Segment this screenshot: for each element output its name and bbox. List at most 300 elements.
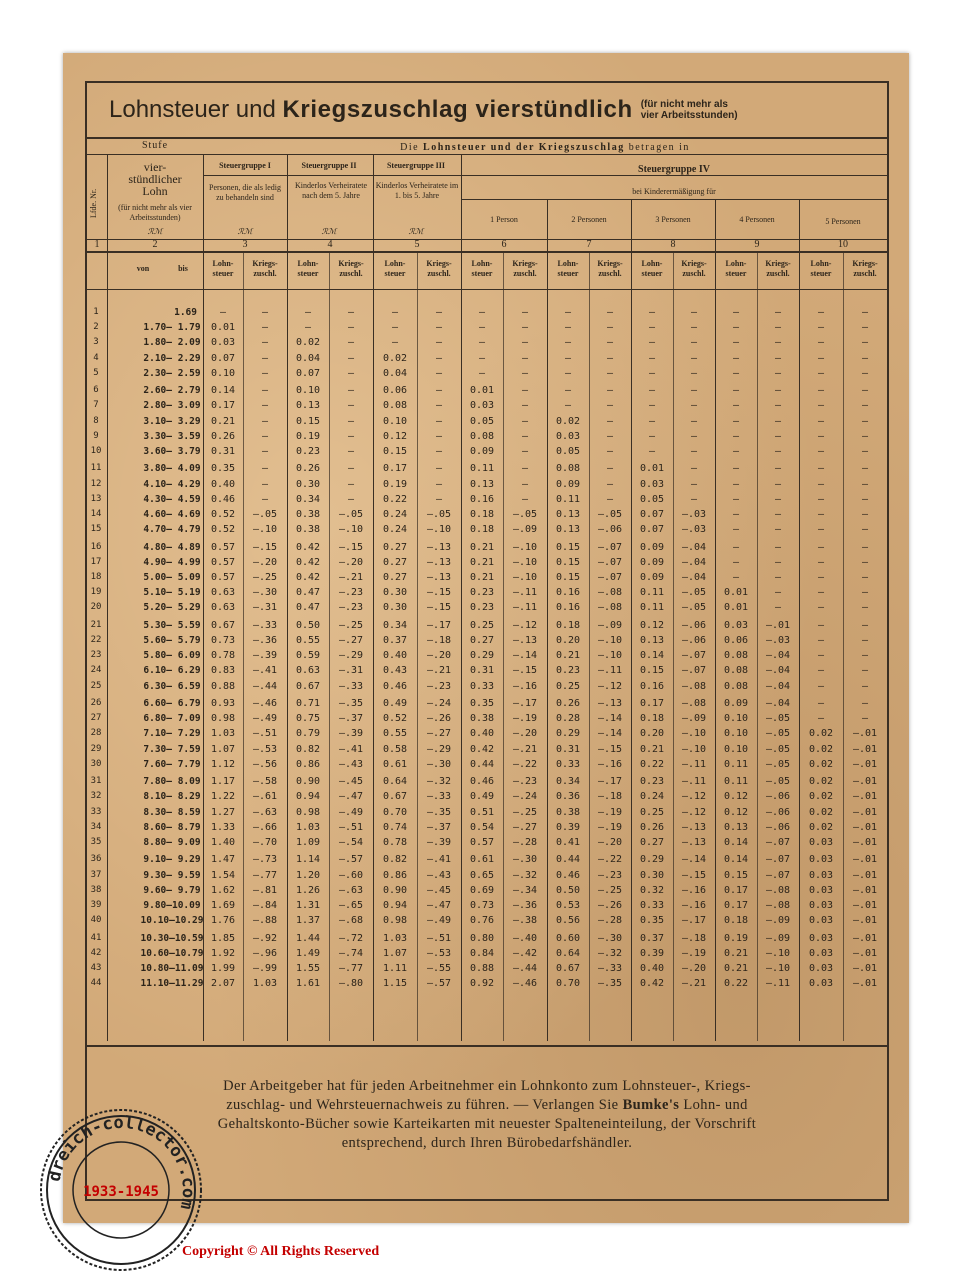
lohnsteuer-value: 0.24 [382,524,408,536]
kriegszuschlag-value: —.01 [852,900,878,911]
lohnsteuer-value: 0.44 [469,758,495,770]
kriegszuschlag-value: — [521,446,529,457]
lohnsteuer-value: 0.08 [723,680,749,692]
lohnsteuer-value: 0.42 [639,978,665,990]
kriegszuschlag-value: — [774,322,782,334]
lohnsteuer-value: 0.40 [469,728,495,740]
lohnsteuer-value: 0.35 [210,463,236,475]
kriegszuschlag-value: — [690,367,698,379]
row-number: 26 [90,698,102,708]
lohnsteuer-value: — [648,307,656,318]
group3-label: Steuergruppe III [386,161,445,170]
lohnsteuer-value: 1.09 [295,837,321,848]
kriegszuschlag-value: — [861,680,869,692]
kriegszuschlag-value: —.32 [597,947,623,959]
lohnsteuer-value: 0.22 [382,493,408,505]
lohnsteuer-value: 0.09 [555,478,581,490]
kriegszuschlag-value: —.01 [852,947,878,959]
kriegszuschlag-value: —.58 [252,776,278,788]
person4-label: 4 Personen [739,215,775,224]
kriegszuschlag-value: —.20 [512,728,538,740]
kriegszuschlag-value: —.15 [597,743,623,755]
kriegszuschlag-value: —.09 [765,932,791,944]
lohnsteuer-value: 0.07 [210,352,236,364]
lohnsteuer-value: 1.44 [295,932,321,944]
row-number: 8 [93,415,99,426]
kriegszuschlag-value: —.13 [426,541,452,553]
row-number: 13 [90,493,102,504]
kriegszuschlag-value: —.46 [512,978,538,990]
kriegszuschlag-value: —.23 [426,680,452,692]
lohnsteuer-value: — [817,400,825,412]
lohnsteuer-value: 0.78 [382,837,408,848]
row-number: 22 [90,635,102,645]
kriegszuschlag-value: — [861,556,869,568]
lohnsteuer-value: 0.70 [555,978,581,990]
lohnsteuer-value: 0.38 [555,806,581,818]
lohnsteuer-value: 1.49 [295,947,321,959]
kriegszuschlag-value: —.37 [338,713,364,725]
wage-range: 6.80— 7.09 [143,713,201,725]
wage-range: 4.10— 4.29 [143,478,201,490]
lohnsteuer-value: 1.76 [210,915,236,927]
lohnsteuer-value: — [732,572,740,583]
kriegszuschlag-value: —.11 [597,665,623,677]
kriegszuschlag-value: —.13 [681,821,707,833]
lohnsteuer-value: 1.03 [382,932,408,944]
lohnsteuer-value: 1.92 [210,947,236,959]
lohn-line2: stündlicher [128,172,182,186]
lohnsteuer-value: 0.07 [639,509,665,520]
kriegszuschlag-value: —.35 [426,806,452,818]
kriegszuschlag-value: —.65 [338,900,364,911]
kriegszuschlag-value: —.57 [426,978,452,990]
kriegszuschlag-value: —.53 [252,743,278,755]
kriegszuschlag-value: —.72 [338,932,364,944]
lohnsteuer-value: 0.23 [639,776,665,788]
group1-desc: Personen, die als ledig zu behandeln sind [209,183,281,202]
kriegszuschlag-value: —.39 [426,837,452,848]
lohnsteuer-value: 1.99 [210,963,236,974]
lohnsteuer-value: — [648,430,656,442]
lohnsteuer-value: 0.18 [555,619,581,631]
lohnsteuer-value: 0.15 [639,665,665,677]
kriegszuschlag-value: —.01 [852,932,878,944]
lohnsteuer-value: 0.10 [382,415,408,427]
kriegszuschlag-value: — [261,493,269,505]
kriegszuschlag-value: — [774,478,782,490]
lohnsteuer-value: 1.62 [210,884,236,896]
lohnsteuer-value: 0.80 [469,932,495,944]
table-row [87,431,887,445]
wage-range: 9.30— 9.59 [143,869,201,881]
wage-range: 3.30— 3.59 [143,430,201,442]
kriegszuschlag-value: —.07 [765,854,791,866]
kriegszuschlag-value: —.14 [512,650,538,662]
header-lohnsteuer: Lohn- steuer [297,259,319,278]
kriegszuschlag-value: —.20 [338,556,364,568]
table-row [87,791,887,805]
wage-range: 7.10— 7.29 [143,728,201,740]
lohnsteuer-value: — [391,337,399,349]
lohnsteuer-value: 1.12 [210,758,236,770]
kriegszuschlag-value: —.25 [512,806,538,818]
wage-range: 2.30— 2.59 [143,367,201,379]
kriegszuschlag-value: —.03 [681,524,707,536]
kriegszuschlag-value: —.10 [512,556,538,568]
kriegszuschlag-value: — [435,415,443,427]
kriegszuschlag-value: —.14 [681,854,707,866]
kriegszuschlag-value: — [690,307,698,318]
row-number: 15 [90,524,102,535]
row-number: 30 [90,758,102,769]
header-lfd-nr: Lfde. Nr. [89,188,98,218]
kriegszuschlag-value: —.18 [426,635,452,646]
lohnsteuer-value: — [732,400,740,412]
kriegszuschlag-value: — [435,463,443,475]
kriegszuschlag-value: —.51 [426,932,452,944]
kriegszuschlag-value: — [774,385,782,397]
row-number: 2 [93,322,99,333]
lohnsteuer-value: — [564,322,572,334]
lohnsteuer-value: 1.07 [210,743,236,755]
lohnsteuer-value: 0.44 [555,854,581,866]
lohnsteuer-value: 0.46 [382,680,408,692]
lohnsteuer-value: 0.60 [555,932,581,944]
lohnsteuer-value: 0.23 [295,446,321,457]
lohnsteuer-value: 0.14 [723,854,749,866]
kriegszuschlag-value: —.23 [338,602,364,614]
lohnsteuer-value: 1.54 [210,869,236,881]
lohnsteuer-value: 0.38 [469,713,495,725]
stamp-text: dreich-collector.com [44,1112,199,1212]
title-note [641,99,738,121]
kriegszuschlag-value: — [774,572,782,583]
wage-range: 8.30— 8.59 [143,806,201,818]
kriegszuschlag-value: —.11 [765,978,791,990]
kriegszuschlag-value: —.53 [426,947,452,959]
kriegszuschlag-value: — [521,337,529,349]
lohnsteuer-value: 0.03 [469,400,495,412]
wage-range: 5.60— 5.79 [143,635,201,646]
header-lohnsteuer: Lohn- steuer [384,259,406,278]
lohnsteuer-value: 0.03 [808,900,834,911]
kriegszuschlag-value: —.36 [252,635,278,646]
kriegszuschlag-value: — [521,307,529,318]
table-row [87,681,887,695]
kriegszuschlag-value: —.21 [426,665,452,677]
lohnsteuer-value: 0.33 [469,680,495,692]
lohnsteuer-value: — [304,307,312,318]
kriegszuschlag-value: —.13 [512,635,538,646]
kriegszuschlag-value: —.27 [426,728,452,740]
kriegszuschlag-value: —.08 [765,884,791,896]
wage-range: 8.80— 9.09 [143,837,201,848]
wage-range: 11.10—11.29 [140,978,204,990]
kriegszuschlag-value: — [606,337,614,349]
lohnsteuer-value: — [817,385,825,397]
lohnsteuer-value: — [732,478,740,490]
table-row [87,978,887,992]
lohnsteuer-value: 0.03 [808,869,834,881]
lohnsteuer-value: 0.09 [639,556,665,568]
title-regular: Lohnsteuer und [109,96,276,123]
kriegszuschlag-value: —.19 [681,947,707,959]
kriegszuschlag-value: — [521,367,529,379]
group4-label: Steuergruppe IV [638,164,710,175]
lohnsteuer-value: — [564,352,572,364]
tax-table-sheet [63,53,909,1223]
wage-range: 2.80— 3.09 [143,400,201,412]
kriegszuschlag-value: —.04 [765,650,791,662]
kriegszuschlag-value: — [774,400,782,412]
kriegszuschlag-value: —.17 [512,698,538,709]
row-number: 20 [90,602,102,613]
kriegszuschlag-value: —.32 [426,776,452,788]
row-number: 16 [90,541,102,552]
lohnsteuer-value: 0.29 [639,854,665,866]
kriegszuschlag-value: —.01 [852,884,878,896]
kriegszuschlag-value: —.63 [338,884,364,896]
kriegszuschlag-value: —.17 [426,619,452,631]
lohnsteuer-value: — [478,352,486,364]
wage-range: 5.80— 6.09 [143,650,201,662]
lohnsteuer-value: — [817,478,825,490]
kriegszuschlag-value: —.13 [426,572,452,583]
kriegszuschlag-value: —.81 [252,884,278,896]
kriegszuschlag-value: —.07 [765,869,791,881]
lohnsteuer-value: — [817,665,825,677]
kriegszuschlag-value: — [261,463,269,475]
row-number: 23 [90,650,102,661]
table-row [87,353,887,367]
header-lohnsteuer: Lohn- steuer [810,259,832,278]
kriegszuschlag-value: —.23 [597,869,623,881]
header-banner [203,143,887,153]
kriegszuschlag-value: —.25 [252,572,278,583]
kriegszuschlag-value: — [261,430,269,442]
lohnsteuer-value: 0.14 [210,385,236,397]
kriegszuschlag-value: —.63 [252,806,278,818]
kriegszuschlag-value: —.21 [512,743,538,755]
header-kriegszuschlag: Kriegs- zuschl. [252,259,278,278]
kriegszuschlag-value: — [861,698,869,709]
lohnsteuer-value: — [648,400,656,412]
table-row [87,807,887,821]
table-row [87,587,887,601]
title-note-line1: (für nicht mehr als [640,99,728,110]
kriegszuschlag-value: —.01 [852,758,878,770]
lohnsteuer-value: 0.65 [469,869,495,881]
lohnsteuer-value: — [817,509,825,520]
kriegszuschlag-value: —.01 [852,915,878,927]
rm-col5: ℛℳ [408,227,424,236]
lohnsteuer-value: 0.27 [469,635,495,646]
kriegszuschlag-value: —.56 [252,758,278,770]
kriegszuschlag-value: —.06 [765,806,791,818]
kriegszuschlag-value: — [606,367,614,379]
lohnsteuer-value: — [732,556,740,568]
row-number: 24 [90,665,102,676]
lohnsteuer-value: — [564,307,572,318]
lohnsteuer-value: 0.98 [295,806,321,818]
lohnsteuer-value: — [648,352,656,364]
lohnsteuer-value: 1.47 [210,854,236,866]
title-bold: Kriegszuschlag vierstündlich [282,96,633,123]
lohnsteuer-value: 0.64 [555,947,581,959]
lohnsteuer-value: 0.42 [295,572,321,583]
lohnsteuer-value: 0.61 [382,758,408,770]
kriegszuschlag-value: —.45 [426,884,452,896]
kriegszuschlag-value: —.68 [338,915,364,927]
lohnsteuer-value: 0.51 [469,806,495,818]
kriegszuschlag-value: —.10 [681,728,707,740]
lohnsteuer-value: 0.63 [210,602,236,614]
group4-sub: bei Kinderermäßigung für [632,187,716,196]
lohnsteuer-value: 0.98 [210,713,236,725]
kriegszuschlag-value: —.05 [765,758,791,770]
lohnsteuer-value: 0.26 [555,698,581,709]
kriegszuschlag-value: —.05 [765,728,791,740]
column-number: 7 [586,239,592,250]
lohnsteuer-value: 0.52 [210,509,236,520]
kriegszuschlag-value: — [261,478,269,490]
kriegszuschlag-value: — [606,352,614,364]
lohnsteuer-value: 0.06 [382,385,408,397]
lohnsteuer-value: 0.27 [639,837,665,848]
kriegszuschlag-value: —.27 [512,821,538,833]
kriegszuschlag-value: —.49 [338,806,364,818]
lohnsteuer-value: — [732,463,740,475]
kriegszuschlag-value: — [606,400,614,412]
lohnsteuer-value: 0.19 [723,932,749,944]
lohnsteuer-value: 0.21 [639,743,665,755]
lohnsteuer-value: — [817,463,825,475]
lohnsteuer-value: 0.24 [639,791,665,803]
table-row [87,542,887,556]
kriegszuschlag-value: —.12 [512,619,538,631]
lohnsteuer-value: — [817,307,825,318]
lohnsteuer-value: 0.15 [555,556,581,568]
row-number: 9 [93,430,99,441]
stamp-years: 1933-1945 [83,1184,159,1200]
lohnsteuer-value: 0.22 [723,978,749,990]
kriegszuschlag-value: —.51 [338,821,364,833]
wage-range: 5.30— 5.59 [143,619,201,631]
lohnsteuer-value: 0.38 [295,524,321,536]
row-number: 4 [93,352,99,363]
wage-range: 5.00— 5.09 [143,572,201,583]
lohnsteuer-value: — [732,509,740,520]
table-row [87,385,887,399]
lohnsteuer-value: — [732,446,740,457]
wage-range: 6.10— 6.29 [143,665,201,677]
kriegszuschlag-value: — [606,322,614,334]
lohnsteuer-value: 0.09 [639,572,665,583]
lohn-line3: Lohn [142,184,168,198]
lohnsteuer-value: 0.19 [382,478,408,490]
kriegszuschlag-value: — [861,524,869,536]
table-row [87,494,887,508]
kriegszuschlag-value: — [347,352,355,364]
kriegszuschlag-value: —.01 [852,776,878,788]
kriegszuschlag-value: — [347,415,355,427]
lohnsteuer-value: 0.03 [723,619,749,631]
kriegszuschlag-value: —.33 [252,619,278,631]
lohnsteuer-value: 0.63 [210,587,236,599]
lohnsteuer-value: 0.84 [469,947,495,959]
kriegszuschlag-value: —.06 [765,821,791,833]
wage-range: 7.30— 7.59 [143,743,201,755]
lohnsteuer-value: 0.93 [210,698,236,709]
kriegszuschlag-value: — [861,415,869,427]
table-row [87,837,887,851]
group2-desc: Kinderlos Verheiratete nach dem 5. Jahre [294,181,368,200]
kriegszuschlag-value: — [861,602,869,614]
lohnsteuer-value: 1.14 [295,854,321,866]
kriegszuschlag-value: — [861,478,869,490]
lohnsteuer-value: — [478,367,486,379]
lohnsteuer-value: 0.42 [295,541,321,553]
kriegszuschlag-value: —.41 [338,743,364,755]
lohnsteuer-value: 0.15 [555,541,581,553]
lohnsteuer-value: — [817,587,825,599]
kriegszuschlag-value: —.49 [252,713,278,725]
group3-desc: Kinderlos Verheiratete im 1. bis 5. Jahre [375,181,459,200]
lohnsteuer-value: 0.03 [210,337,236,349]
lohnsteuer-value: 0.27 [382,572,408,583]
banner-suffix: betragen in [628,142,690,153]
kriegszuschlag-value: — [861,493,869,505]
table-row [87,948,887,962]
kriegszuschlag-value: — [435,478,443,490]
kriegszuschlag-value: —.40 [512,932,538,944]
kriegszuschlag-value: — [690,446,698,457]
kriegszuschlag-value: —.05 [426,509,452,520]
kriegszuschlag-value: —.10 [338,524,364,536]
lohnsteuer-value: 0.50 [555,884,581,896]
table-row [87,915,887,929]
kriegszuschlag-value: —.15 [512,665,538,677]
copyright-notice: Copyright © All Rights Reserved [182,1244,380,1259]
table-row [87,368,887,382]
lohnsteuer-value: — [817,367,825,379]
lohnsteuer-value: 0.39 [639,947,665,959]
kriegszuschlag-value: — [435,430,443,442]
lohnsteuer-value: — [817,619,825,631]
table-row [87,963,887,977]
rm-col4: ℛℳ [321,227,337,236]
kriegszuschlag-value: —.10 [512,541,538,553]
lohnsteuer-value: — [817,572,825,583]
lohnsteuer-value: 0.57 [210,572,236,583]
kriegszuschlag-value: —.13 [426,556,452,568]
table-row [87,322,887,336]
kriegszuschlag-value: — [606,493,614,505]
kriegszuschlag-value: —.01 [852,837,878,848]
table-row [87,650,887,664]
lohnsteuer-value: 0.26 [210,430,236,442]
header-kriegszuschlag: Kriegs- zuschl. [512,259,538,278]
kriegszuschlag-value: —.10 [597,635,623,646]
rm-col3: ℛℳ [237,227,253,236]
kriegszuschlag-value: —.31 [338,665,364,677]
lohnsteuer-value: — [648,367,656,379]
lohnsteuer-value: 0.04 [382,367,408,379]
lohnsteuer-value: — [817,602,825,614]
lohnsteuer-value: — [478,307,486,318]
kriegszuschlag-value: — [261,400,269,412]
